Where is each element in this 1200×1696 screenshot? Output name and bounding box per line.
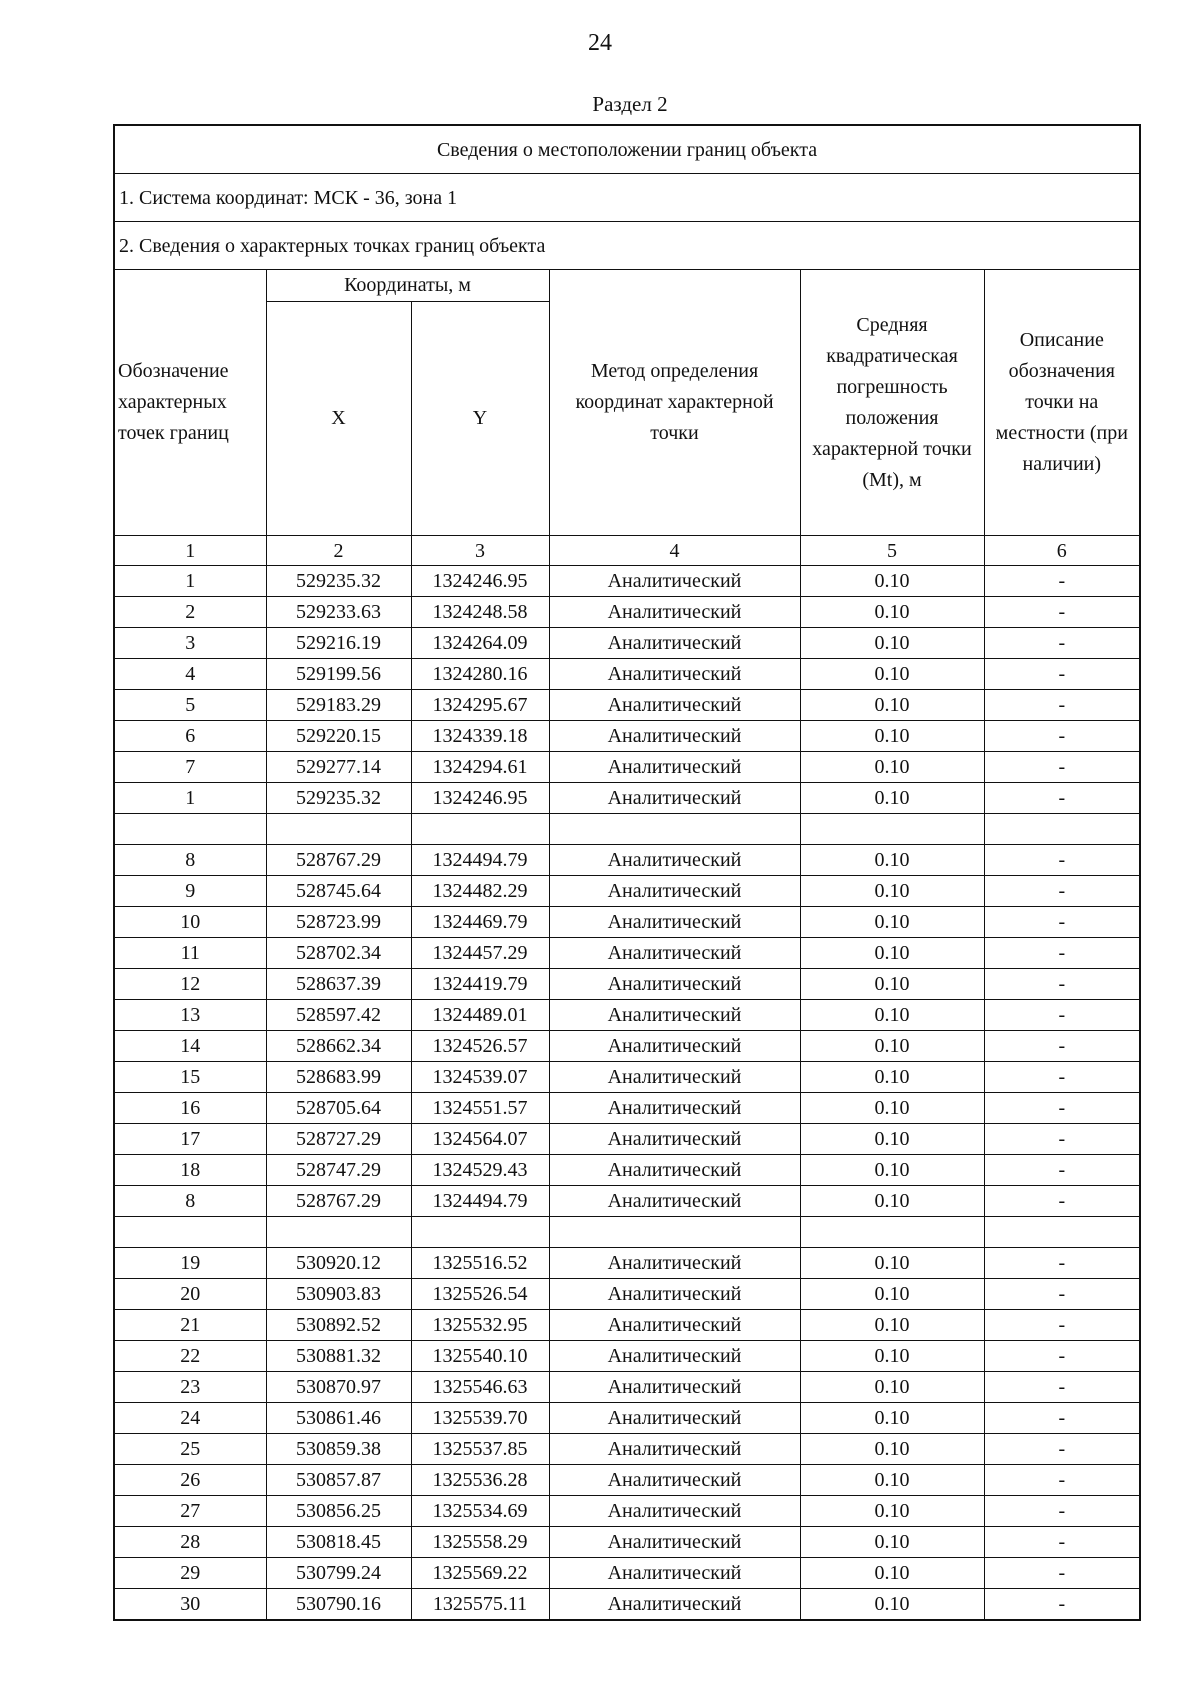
x-coordinate-cell: 528702.34 <box>266 938 411 969</box>
header-method: Метод определения координат характерной точки <box>549 270 800 536</box>
method-cell <box>549 1217 800 1248</box>
description-cell: - <box>984 1558 1140 1589</box>
x-coordinate-cell: 528723.99 <box>266 907 411 938</box>
description-cell: - <box>984 1062 1140 1093</box>
point-number-cell <box>114 814 266 845</box>
header-x: X <box>266 302 411 536</box>
description-cell: - <box>984 969 1140 1000</box>
accuracy-cell: 0.10 <box>800 845 984 876</box>
x-coordinate-cell: 530881.32 <box>266 1341 411 1372</box>
table-row <box>114 1496 1140 1527</box>
point-number-cell: 29 <box>114 1558 266 1589</box>
description-cell: - <box>984 1031 1140 1062</box>
method-cell: Аналитический <box>549 1372 800 1403</box>
table-row <box>114 845 1140 876</box>
table-row <box>114 1341 1140 1372</box>
accuracy-cell: 0.10 <box>800 876 984 907</box>
y-coordinate-cell: 1324280.16 <box>411 659 549 690</box>
y-coordinate-cell: 1324539.07 <box>411 1062 549 1093</box>
y-coordinate-cell: 1324494.79 <box>411 1186 549 1217</box>
accuracy-cell: 0.10 <box>800 1310 984 1341</box>
method-cell: Аналитический <box>549 1434 800 1465</box>
method-cell: Аналитический <box>549 876 800 907</box>
description-cell: - <box>984 783 1140 814</box>
description-cell <box>984 1217 1140 1248</box>
description-cell: - <box>984 690 1140 721</box>
section-title: Раздел 2 <box>592 92 668 116</box>
y-coordinate-cell: 1324419.79 <box>411 969 549 1000</box>
table-row <box>114 1279 1140 1310</box>
x-coordinate-cell: 529183.29 <box>266 690 411 721</box>
method-cell: Аналитический <box>549 1279 800 1310</box>
description-cell: - <box>984 938 1140 969</box>
description-cell: - <box>984 1279 1140 1310</box>
x-coordinate-cell: 528662.34 <box>266 1031 411 1062</box>
description-cell: - <box>984 845 1140 876</box>
description-cell: - <box>984 1000 1140 1031</box>
method-cell: Аналитический <box>549 1124 800 1155</box>
y-coordinate-cell: 1324264.09 <box>411 628 549 659</box>
x-coordinate-cell: 528727.29 <box>266 1124 411 1155</box>
description-cell: - <box>984 597 1140 628</box>
point-number-cell: 6 <box>114 721 266 752</box>
description-cell: - <box>984 1403 1140 1434</box>
method-cell: Аналитический <box>549 628 800 659</box>
column-number: 1 <box>114 536 266 566</box>
point-number-cell: 5 <box>114 690 266 721</box>
method-cell: Аналитический <box>549 690 800 721</box>
method-cell: Аналитический <box>549 1000 800 1031</box>
table-row <box>114 1031 1140 1062</box>
method-cell: Аналитический <box>549 597 800 628</box>
table-row <box>114 597 1140 628</box>
x-coordinate-cell: 530870.97 <box>266 1372 411 1403</box>
accuracy-cell: 0.10 <box>800 1124 984 1155</box>
table-row <box>114 566 1140 597</box>
method-cell: Аналитический <box>549 1062 800 1093</box>
description-cell: - <box>984 1186 1140 1217</box>
description-cell: - <box>984 566 1140 597</box>
x-coordinate-cell: 530892.52 <box>266 1310 411 1341</box>
point-number-cell: 11 <box>114 938 266 969</box>
description-cell: - <box>984 1372 1140 1403</box>
method-cell: Аналитический <box>549 938 800 969</box>
table-row <box>114 783 1140 814</box>
y-coordinate-cell: 1325558.29 <box>411 1527 549 1558</box>
point-number-cell: 26 <box>114 1465 266 1496</box>
description-cell: - <box>984 1248 1140 1279</box>
table-row <box>114 969 1140 1000</box>
point-number-cell: 30 <box>114 1589 266 1621</box>
point-number-cell <box>114 1217 266 1248</box>
method-cell: Аналитический <box>549 1527 800 1558</box>
accuracy-cell: 0.10 <box>800 1093 984 1124</box>
y-coordinate-cell: 1324526.57 <box>411 1031 549 1062</box>
accuracy-cell: 0.10 <box>800 1155 984 1186</box>
accuracy-cell: 0.10 <box>800 659 984 690</box>
point-number-cell: 2 <box>114 597 266 628</box>
accuracy-cell: 0.10 <box>800 1279 984 1310</box>
point-number-cell: 21 <box>114 1310 266 1341</box>
method-cell: Аналитический <box>549 969 800 1000</box>
accuracy-cell: 0.10 <box>800 1000 984 1031</box>
method-cell: Аналитический <box>549 752 800 783</box>
method-cell: Аналитический <box>549 1589 800 1621</box>
y-coordinate-cell: 1324529.43 <box>411 1155 549 1186</box>
description-cell: - <box>984 1093 1140 1124</box>
x-coordinate-cell: 529220.15 <box>266 721 411 752</box>
y-coordinate-cell: 1325534.69 <box>411 1496 549 1527</box>
x-coordinate-cell: 530856.25 <box>266 1496 411 1527</box>
table-row <box>114 1589 1140 1621</box>
method-cell: Аналитический <box>549 1465 800 1496</box>
method-cell: Аналитический <box>549 721 800 752</box>
x-coordinate-cell: 528705.64 <box>266 1093 411 1124</box>
header-accuracy: Средняя квадратическая погрешность положения характерной точки (Mt), м <box>800 270 984 536</box>
accuracy-cell: 0.10 <box>800 907 984 938</box>
x-coordinate-cell: 529233.63 <box>266 597 411 628</box>
accuracy-cell: 0.10 <box>800 1589 984 1621</box>
x-coordinate-cell: 528767.29 <box>266 845 411 876</box>
point-number-cell: 1 <box>114 566 266 597</box>
x-coordinate-cell: 529235.32 <box>266 783 411 814</box>
table-row <box>114 659 1140 690</box>
description-cell: - <box>984 907 1140 938</box>
x-coordinate-cell: 528683.99 <box>266 1062 411 1093</box>
table-row <box>114 690 1140 721</box>
table-row <box>114 876 1140 907</box>
y-coordinate-cell: 1325539.70 <box>411 1403 549 1434</box>
table-row <box>114 1000 1140 1031</box>
y-coordinate-cell: 1324246.95 <box>411 566 549 597</box>
accuracy-cell: 0.10 <box>800 1186 984 1217</box>
x-coordinate-cell <box>266 814 411 845</box>
method-cell: Аналитический <box>549 1310 800 1341</box>
table-row <box>114 628 1140 659</box>
description-cell: - <box>984 752 1140 783</box>
point-number-cell: 8 <box>114 845 266 876</box>
accuracy-cell: 0.10 <box>800 969 984 1000</box>
description-cell: - <box>984 1155 1140 1186</box>
y-coordinate-cell: 1324564.07 <box>411 1124 549 1155</box>
accuracy-cell: 0.10 <box>800 1403 984 1434</box>
accuracy-cell: 0.10 <box>800 566 984 597</box>
table-row <box>114 938 1140 969</box>
y-coordinate-cell: 1325569.22 <box>411 1558 549 1589</box>
header-point-designation: Обозначение характерных точек границ <box>114 270 266 536</box>
point-number-cell: 23 <box>114 1372 266 1403</box>
accuracy-cell <box>800 1217 984 1248</box>
point-number-cell: 28 <box>114 1527 266 1558</box>
accuracy-cell: 0.10 <box>800 1527 984 1558</box>
method-cell: Аналитический <box>549 1031 800 1062</box>
method-cell: Аналитический <box>549 566 800 597</box>
y-coordinate-cell: 1324551.57 <box>411 1093 549 1124</box>
y-coordinate-cell <box>411 1217 549 1248</box>
x-coordinate-cell <box>266 1217 411 1248</box>
column-number: 3 <box>411 536 549 566</box>
point-number-cell: 20 <box>114 1279 266 1310</box>
column-number: 4 <box>549 536 800 566</box>
description-cell: - <box>984 1465 1140 1496</box>
y-coordinate-cell: 1325537.85 <box>411 1434 549 1465</box>
x-coordinate-cell: 530790.16 <box>266 1589 411 1621</box>
description-cell <box>984 814 1140 845</box>
x-coordinate-cell: 530857.87 <box>266 1465 411 1496</box>
boundary-points-table <box>113 124 1141 1621</box>
coordinate-system: 1. Система координат: МСК - 36, зона 1 <box>114 174 1140 222</box>
method-cell: Аналитический <box>549 1155 800 1186</box>
y-coordinate-cell: 1324482.29 <box>411 876 549 907</box>
point-number-cell: 12 <box>114 969 266 1000</box>
column-number: 2 <box>266 536 411 566</box>
x-coordinate-cell: 530903.83 <box>266 1279 411 1310</box>
y-coordinate-cell: 1324457.29 <box>411 938 549 969</box>
description-cell: - <box>984 876 1140 907</box>
y-coordinate-cell <box>411 814 549 845</box>
column-number: 5 <box>800 536 984 566</box>
table-title: Сведения о местоположении границ объекта <box>114 125 1140 174</box>
description-cell: - <box>984 1589 1140 1621</box>
method-cell: Аналитический <box>549 1186 800 1217</box>
x-coordinate-cell: 530859.38 <box>266 1434 411 1465</box>
description-cell: - <box>984 1434 1140 1465</box>
y-coordinate-cell: 1325540.10 <box>411 1341 549 1372</box>
accuracy-cell: 0.10 <box>800 1434 984 1465</box>
header-description: Описание обозначения точки на местности (при наличии) <box>984 270 1140 536</box>
y-coordinate-cell: 1325532.95 <box>411 1310 549 1341</box>
method-cell: Аналитический <box>549 659 800 690</box>
table-row <box>114 1434 1140 1465</box>
description-cell: - <box>984 1341 1140 1372</box>
y-coordinate-cell: 1324294.61 <box>411 752 549 783</box>
x-coordinate-cell: 529216.19 <box>266 628 411 659</box>
column-number: 6 <box>984 536 1140 566</box>
table-row <box>114 1124 1140 1155</box>
method-cell: Аналитический <box>549 907 800 938</box>
point-number-cell: 15 <box>114 1062 266 1093</box>
table-row <box>114 1062 1140 1093</box>
y-coordinate-cell: 1325575.11 <box>411 1589 549 1621</box>
accuracy-cell <box>800 814 984 845</box>
header-coordinates: Координаты, м <box>266 270 549 302</box>
accuracy-cell: 0.10 <box>800 597 984 628</box>
point-number-cell: 1 <box>114 783 266 814</box>
accuracy-cell: 0.10 <box>800 721 984 752</box>
point-number-cell: 8 <box>114 1186 266 1217</box>
accuracy-cell: 0.10 <box>800 1062 984 1093</box>
method-cell <box>549 814 800 845</box>
x-coordinate-cell: 529277.14 <box>266 752 411 783</box>
table-row <box>114 752 1140 783</box>
accuracy-cell: 0.10 <box>800 752 984 783</box>
table-row <box>114 1155 1140 1186</box>
header-y: Y <box>411 302 549 536</box>
accuracy-cell: 0.10 <box>800 628 984 659</box>
method-cell: Аналитический <box>549 1093 800 1124</box>
y-coordinate-cell: 1324489.01 <box>411 1000 549 1031</box>
description-cell: - <box>984 1496 1140 1527</box>
separator-row <box>114 814 1140 845</box>
point-number-cell: 14 <box>114 1031 266 1062</box>
point-number-cell: 18 <box>114 1155 266 1186</box>
y-coordinate-cell: 1324339.18 <box>411 721 549 752</box>
table-row <box>114 1248 1140 1279</box>
table-row <box>114 1093 1140 1124</box>
table-row <box>114 721 1140 752</box>
point-number-cell: 19 <box>114 1248 266 1279</box>
accuracy-cell: 0.10 <box>800 1372 984 1403</box>
description-cell: - <box>984 1527 1140 1558</box>
method-cell: Аналитический <box>549 1496 800 1527</box>
method-cell: Аналитический <box>549 1341 800 1372</box>
y-coordinate-cell: 1325516.52 <box>411 1248 549 1279</box>
accuracy-cell: 0.10 <box>800 1031 984 1062</box>
x-coordinate-cell: 529199.56 <box>266 659 411 690</box>
description-cell: - <box>984 721 1140 752</box>
separator-row <box>114 1217 1140 1248</box>
point-number-cell: 17 <box>114 1124 266 1155</box>
x-coordinate-cell: 530861.46 <box>266 1403 411 1434</box>
point-number-cell: 10 <box>114 907 266 938</box>
point-number-cell: 25 <box>114 1434 266 1465</box>
table-row <box>114 1558 1140 1589</box>
accuracy-cell: 0.10 <box>800 1496 984 1527</box>
x-coordinate-cell: 528597.42 <box>266 1000 411 1031</box>
point-number-cell: 13 <box>114 1000 266 1031</box>
table-row <box>114 1372 1140 1403</box>
y-coordinate-cell: 1324248.58 <box>411 597 549 628</box>
point-number-cell: 7 <box>114 752 266 783</box>
point-number-cell: 16 <box>114 1093 266 1124</box>
accuracy-cell: 0.10 <box>800 1341 984 1372</box>
table-row <box>114 1186 1140 1217</box>
y-coordinate-cell: 1324246.95 <box>411 783 549 814</box>
x-coordinate-cell: 530799.24 <box>266 1558 411 1589</box>
point-number-cell: 4 <box>114 659 266 690</box>
y-coordinate-cell: 1324469.79 <box>411 907 549 938</box>
table-row <box>114 907 1140 938</box>
y-coordinate-cell: 1324295.67 <box>411 690 549 721</box>
accuracy-cell: 0.10 <box>800 1248 984 1279</box>
accuracy-cell: 0.10 <box>800 938 984 969</box>
accuracy-cell: 0.10 <box>800 783 984 814</box>
description-cell: - <box>984 1310 1140 1341</box>
point-number-cell: 9 <box>114 876 266 907</box>
x-coordinate-cell: 528747.29 <box>266 1155 411 1186</box>
x-coordinate-cell: 530920.12 <box>266 1248 411 1279</box>
table-row <box>114 1403 1140 1434</box>
method-cell: Аналитический <box>549 783 800 814</box>
x-coordinate-cell: 528637.39 <box>266 969 411 1000</box>
method-cell: Аналитический <box>549 1403 800 1434</box>
x-coordinate-cell: 528745.64 <box>266 876 411 907</box>
point-number-cell: 3 <box>114 628 266 659</box>
method-cell: Аналитический <box>549 845 800 876</box>
page-number: 24 <box>588 30 612 56</box>
points-heading: 2. Сведения о характерных точках границ объекта <box>114 222 1140 270</box>
method-cell: Аналитический <box>549 1558 800 1589</box>
accuracy-cell: 0.10 <box>800 1465 984 1496</box>
x-coordinate-cell: 528767.29 <box>266 1186 411 1217</box>
description-cell: - <box>984 1124 1140 1155</box>
description-cell: - <box>984 659 1140 690</box>
description-cell: - <box>984 628 1140 659</box>
method-cell: Аналитический <box>549 1248 800 1279</box>
column-numbers-row <box>114 536 1140 566</box>
y-coordinate-cell: 1325536.28 <box>411 1465 549 1496</box>
accuracy-cell: 0.10 <box>800 690 984 721</box>
table-row <box>114 1465 1140 1496</box>
y-coordinate-cell: 1325526.54 <box>411 1279 549 1310</box>
x-coordinate-cell: 529235.32 <box>266 566 411 597</box>
table-row <box>114 1310 1140 1341</box>
y-coordinate-cell: 1325546.63 <box>411 1372 549 1403</box>
table-row <box>114 1527 1140 1558</box>
point-number-cell: 24 <box>114 1403 266 1434</box>
accuracy-cell: 0.10 <box>800 1558 984 1589</box>
point-number-cell: 27 <box>114 1496 266 1527</box>
y-coordinate-cell: 1324494.79 <box>411 845 549 876</box>
point-number-cell: 22 <box>114 1341 266 1372</box>
x-coordinate-cell: 530818.45 <box>266 1527 411 1558</box>
